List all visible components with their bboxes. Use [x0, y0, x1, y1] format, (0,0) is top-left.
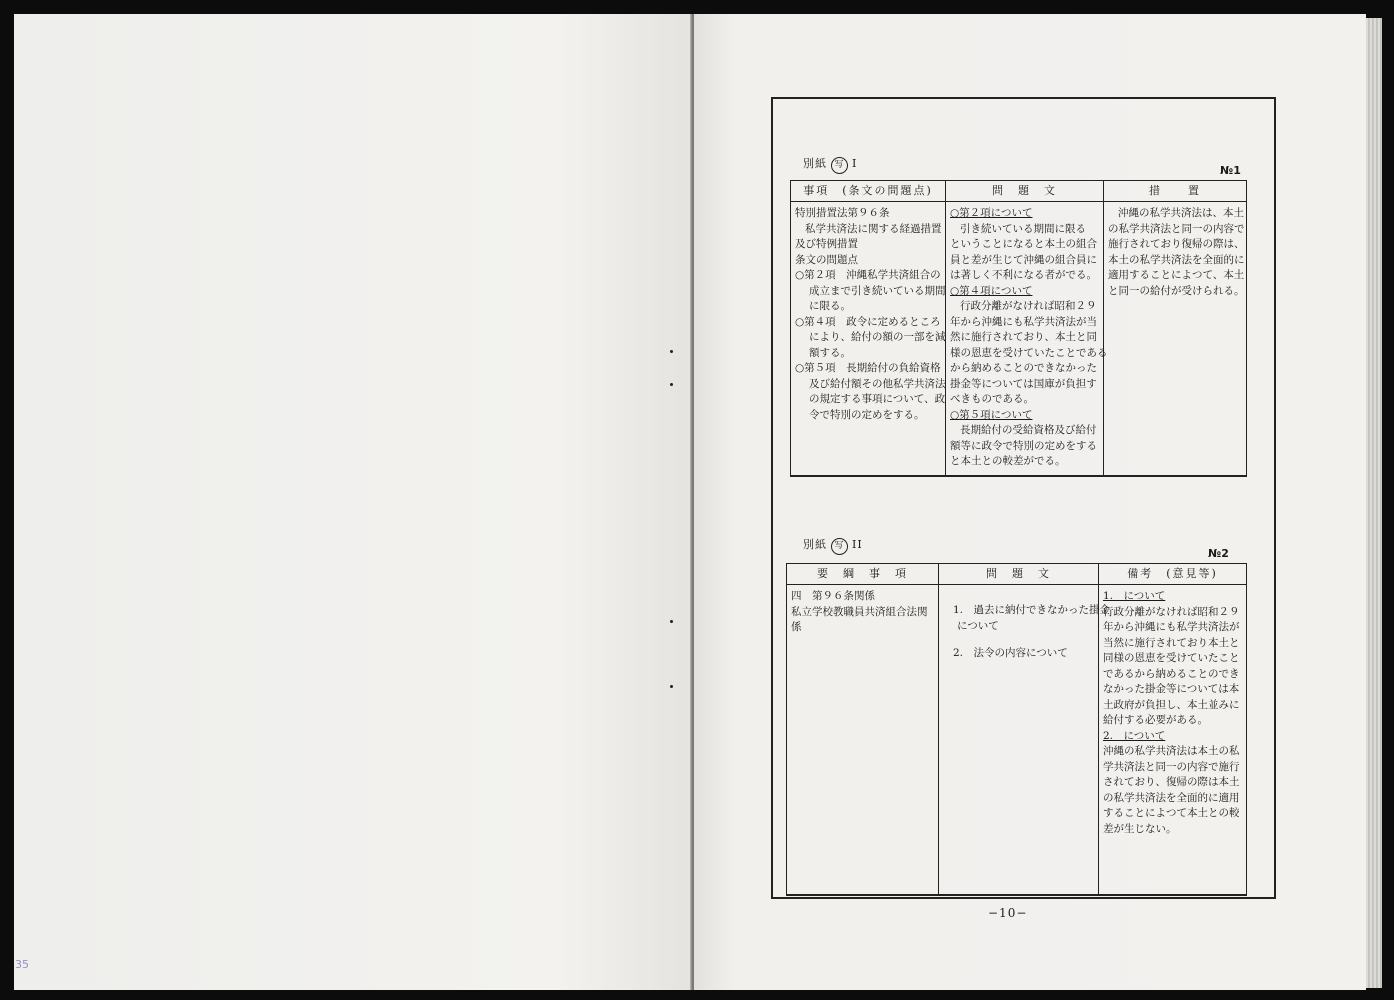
- section2-table: [786, 563, 1247, 896]
- measure-cell: 沖縄の私学共済法は、本土 の私学共済法と同一の内容で 施行されており復帰の際は、 本土の私学共済法を全面的に 適用することによつて、本土 と同一の給付が受けられる。: [1104, 202, 1247, 476]
- table-header-row: [787, 564, 1247, 585]
- header-remarks: 備考 (意見等): [1099, 564, 1247, 585]
- header-measure: 措 置: [1104, 181, 1247, 202]
- header-problem: 問 題 文: [946, 181, 1104, 202]
- corner-pencil-note: 35: [15, 958, 29, 971]
- section2-title: 別紙 写 II: [803, 536, 863, 555]
- problem-cell: 1. 過去に納付できなかった掛金 について 2. 法令の内容について: [939, 585, 1099, 895]
- section1-title: 別紙 写 I: [803, 155, 857, 174]
- header-problem: 問 題 文: [939, 564, 1099, 585]
- section1-number: №1: [1220, 164, 1241, 177]
- binding-hole-mark: [670, 383, 673, 386]
- table-row: [787, 585, 1247, 895]
- binding-hole-mark: [670, 350, 673, 353]
- item-cell: 特別措置法第９６条 私学共済法に関する経過措置 及び特例措置 条文の問題点 ○第２項 沖縄私学共済組合の 成立まで引き続いている期間 に限る。 ○第４項 政令に定めるところ により、給付の額の一部を減 額する。 ○第５項 長期給付の負給資格 及び給付額その他私学共済法 の規定する事項について、政 令で特別の定めをする。: [791, 202, 946, 476]
- header-outline-item: 要 綱 事 項: [787, 564, 939, 585]
- binding-hole-mark: [670, 620, 673, 623]
- table-row: [791, 202, 1247, 476]
- table-header-row: [791, 181, 1247, 202]
- section2-number: №2: [1208, 547, 1229, 560]
- page-number: −10−: [988, 906, 1028, 920]
- outline-cell: 四 第９６条関係 私立学校教職員共済組合法関 係: [787, 585, 939, 895]
- binding-hole-mark: [670, 685, 673, 688]
- remarks-cell: 1. について 行政分離がなければ昭和２９ 年から沖縄にも私学共済法が 当然に施行されており本土と 同様の恩恵を受けていたこと であるから納めることのでき なかった掛金等については本 土政府が負担し、本土並みに 給付する必要がある。 2. について 沖縄の私学共済法は本土の私 学共済法と同一の内容で施行 されており、復帰の際は本土 の私学共済法を全面的に適用 することによつて本土との較 差が生じない。: [1099, 585, 1247, 895]
- left-blank-page: [14, 14, 692, 990]
- header-item: 事項 (条文の問題点): [791, 181, 946, 202]
- page-edges: [1366, 18, 1382, 988]
- problem-cell: ○第２項について 引き続いている期間に限る ということになると本土の組合 員と差が生じて沖縄の組合員に は著しく不利になる者がでる。 ○第４項について 行政分離がなければ昭和２９ 年から沖縄にも私学共済法が当 然に施行されており、本土と同 様の恩恵を受けていたことである から納めることのできなかった 掛金等については国庫が負担す べきものである。 ○第５項について 長期給付の受給資格及び給付 額等に政令で特別の定めをする と本土との較差がでる。: [946, 202, 1104, 476]
- circled-mark: 写: [831, 157, 848, 174]
- circled-mark: 写: [831, 538, 848, 555]
- section1-table: [790, 180, 1247, 477]
